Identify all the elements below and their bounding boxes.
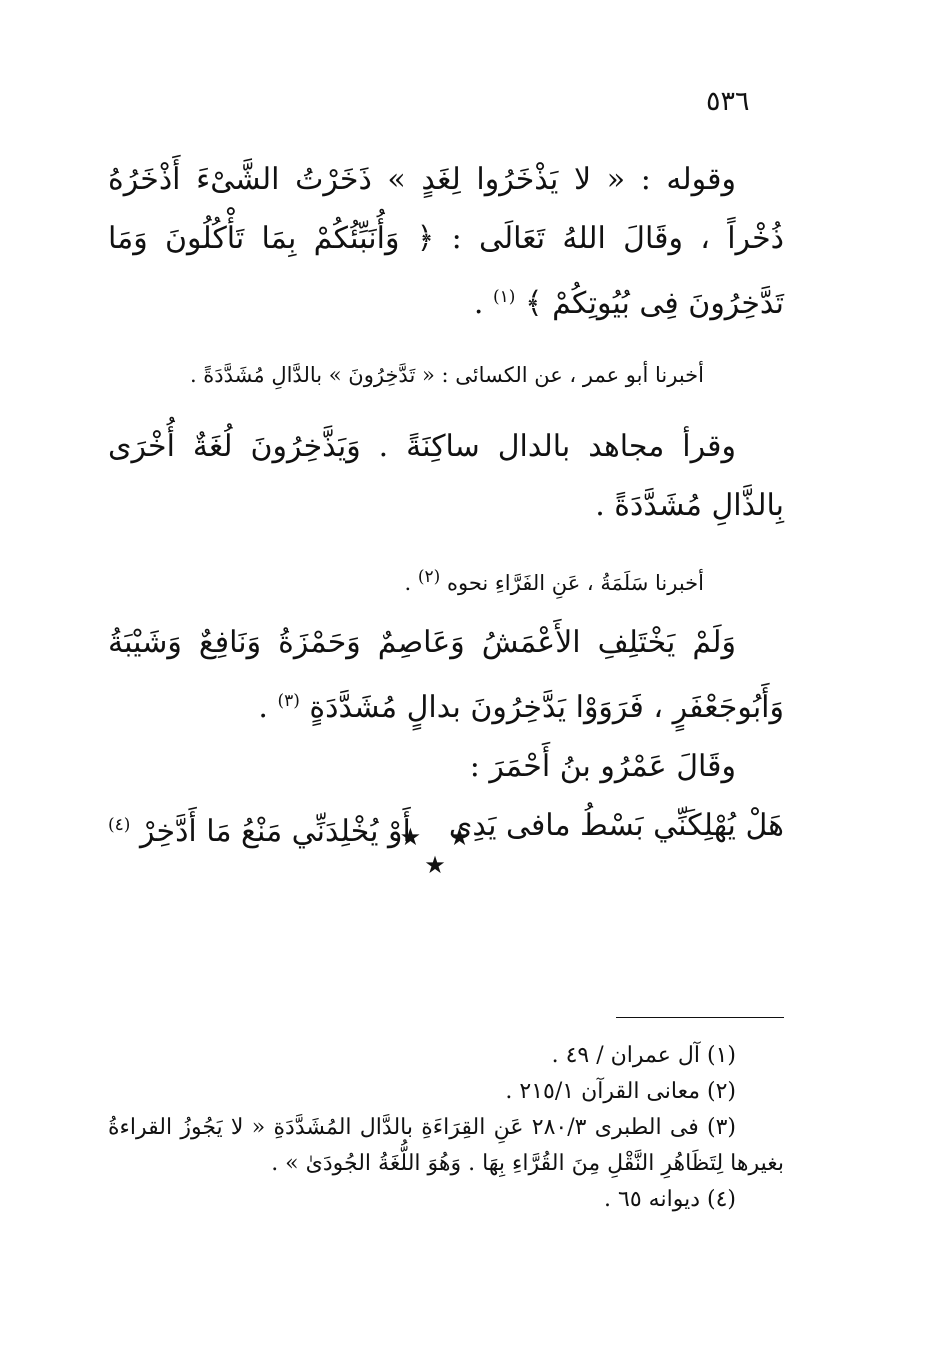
section-separator: ★ ★ ★ xyxy=(399,823,481,879)
paragraph-end: . xyxy=(258,690,278,725)
narration-text: أخبرنا سَلَمَةُ ، عَنِ الفَرَّاءِ نحوه xyxy=(446,571,704,595)
verse-hemistich-second-wrap xyxy=(108,796,411,861)
narration-text: أخبرنا أبو عمر ، عن الكسائى : « تَدَّخِرُونَ » بالدَّالِ مُشَدَّدَةً . xyxy=(189,363,704,387)
paragraph-quote-verse xyxy=(108,150,784,333)
footnote-marker: (٤) xyxy=(108,815,131,835)
main-text xyxy=(108,150,784,861)
paragraph-text: وقَالَ عَمْرُو بنُ أَحْمَرَ : xyxy=(469,749,736,784)
paragraph-readers xyxy=(108,613,784,737)
footnotes xyxy=(108,1038,784,1218)
page-number: ٥٣٦ xyxy=(706,86,750,117)
footnote-3: (٣) فى الطبرى ٢٨٠/٣ عَنِ القِرَاءَةِ بالدَّال المُشَدَّدَةِ « لا يَجُوزُ القراءةُ بغيرها لِتَظَاهُرِ النَّقْلِ مِنَ القُرَّاءِ بِهَا . وَهُوَ اللُّغَةُ الجُودَىٰ » . xyxy=(108,1115,784,1176)
footnote-marker: (١) xyxy=(493,287,516,307)
footnote-4: (٤) ديوانه ٦٥ . xyxy=(604,1187,736,1212)
footnote-1: (١) آل عمران / ٤٩ . xyxy=(551,1043,736,1068)
narration-farra xyxy=(108,557,784,603)
narration-end: . xyxy=(404,571,418,595)
paragraph-poet-intro xyxy=(108,737,784,796)
footnote-rule xyxy=(616,1017,784,1018)
paragraph-text: وقوله : « لا يَذْخَرُوا لِغَدٍ » ذَخَرْتُ الشَّىْءَ أَذْخَرُهُ ذُخْراً ، وقَالَ اللهُ تَعَالَى : ﴿ وَأُنَبِّئُكُمْ بِمَا تَأْكُلُونَ وَمَا تَدَّخِرُونَ فِى بُيُوتِكُمْ ﴾ xyxy=(108,162,784,321)
paragraph-text: وقرأ مجاهد بالدال ساكِنَةً . وَيَذَّخِرُونَ لُغَةٌ أُخْرَى بِالذَّالِ مُشَدَّدَةً . xyxy=(108,429,784,523)
narration-kisai xyxy=(108,355,784,395)
verse-hemistich-second: أَوْ يُخْلِدَنِّي مَنْعُ مَا أَدَّخِرْ xyxy=(139,814,411,849)
verse-hemistich-first: هَلْ يُهْلِكَنِّي بَسْطُ مافى يَدِى xyxy=(448,808,784,843)
paragraph-text: وَلَمْ يَخْتَلِفِ الأَعْمَشُ وَعَاصِمٌ وَحَمْزَةُ وَنَافِعٌ وَشَيْبَةُ وَأَبُوجَعْفَرٍ ، فَرَوَوْا يَدَّخِرُونَ بدالٍ مُشَدَّدَةٍ xyxy=(108,625,784,725)
paragraph-mujahid xyxy=(108,417,784,535)
footnote-2: (٢) معانى القرآن ٢١٥/١ . xyxy=(505,1079,736,1104)
footnote-marker: (٣) xyxy=(277,691,300,711)
footnote-marker: (٢) xyxy=(417,567,441,587)
paragraph-end: . xyxy=(473,286,493,321)
